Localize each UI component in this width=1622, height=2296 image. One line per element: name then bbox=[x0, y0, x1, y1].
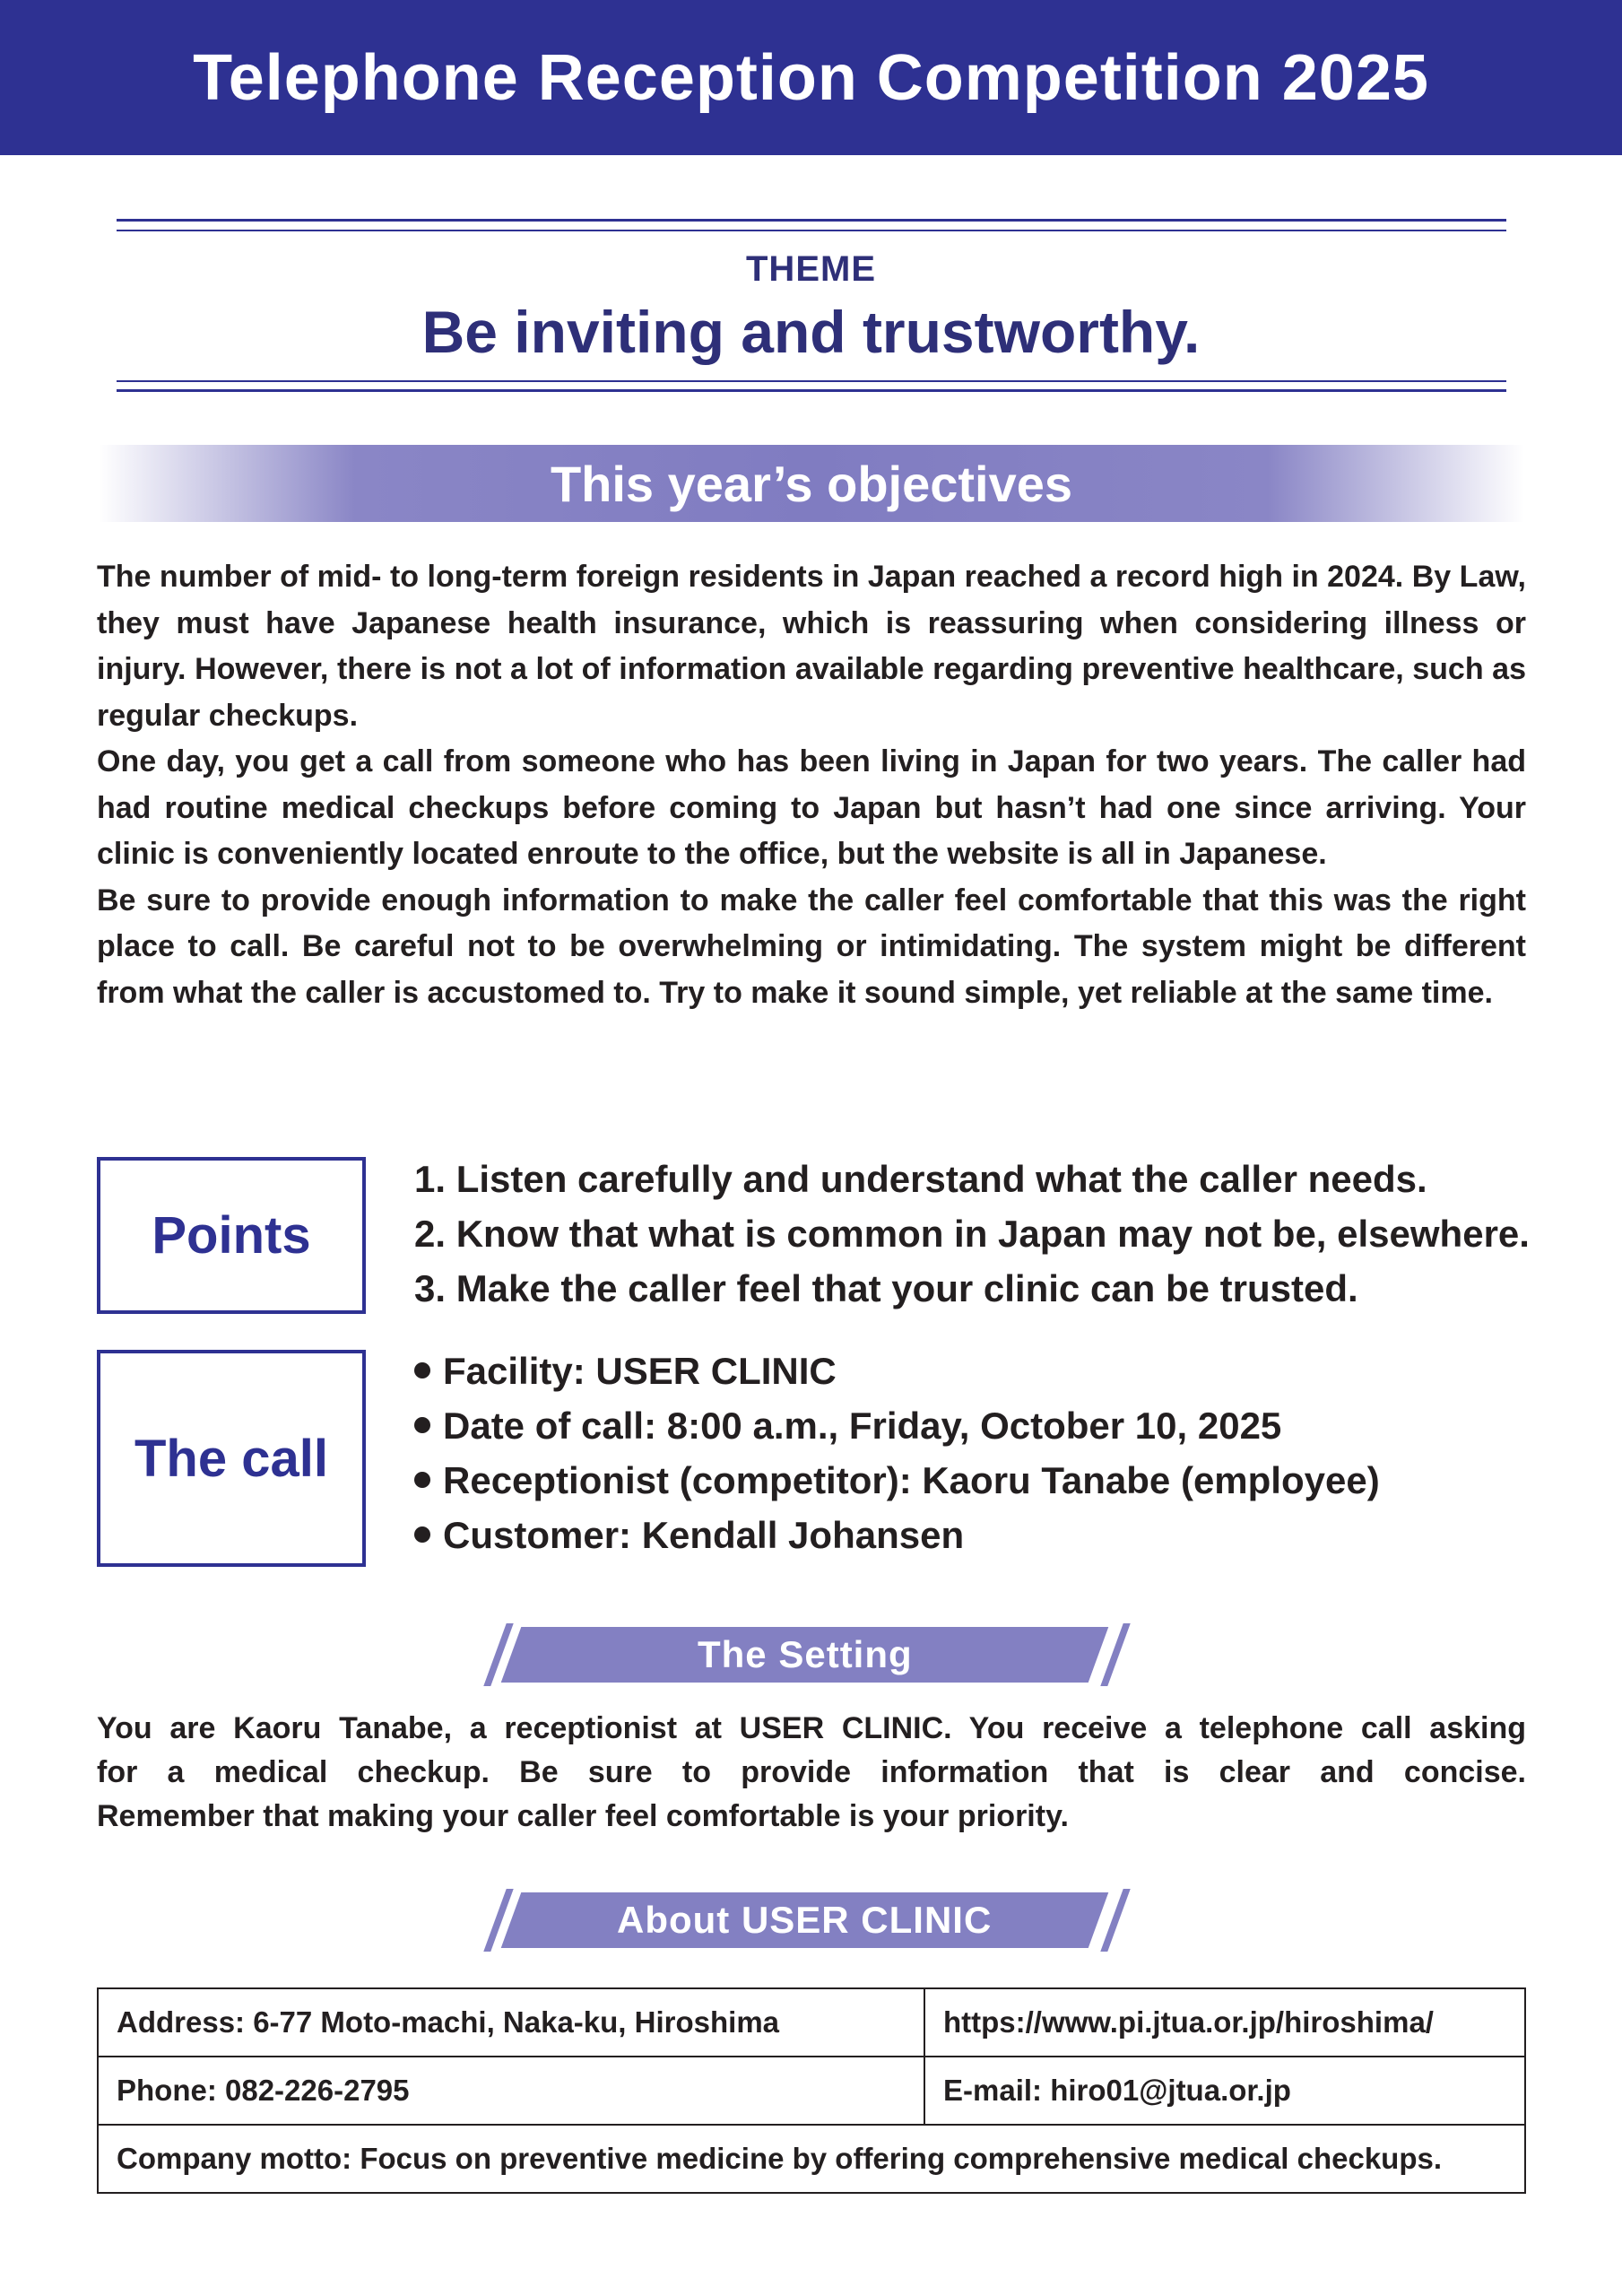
call-item bbox=[414, 1398, 1598, 1453]
call-item bbox=[414, 1344, 1598, 1398]
page-title: Telephone Reception Competition 2025 bbox=[193, 41, 1429, 114]
objectives-heading: This year’s objectives bbox=[550, 455, 1073, 512]
setting-line: for a medical checkup. Be sure to provide information that is clear and concise. bbox=[97, 1755, 1526, 1789]
about-heading-bar bbox=[501, 1892, 1109, 1948]
objectives-paragraph: The number of mid- to long-term foreign residents in Japan reached a record high in 2024. By Law, they must have Japanese health insurance, which is reassuring when considering illness or injury. However, there is not a lot of information available regarding preventive healthcare, such as regular checkups. bbox=[97, 560, 1526, 733]
table-row bbox=[98, 2057, 1525, 2125]
call-item bbox=[414, 1508, 1598, 1562]
theme-label: THEME bbox=[746, 249, 876, 289]
bullet-icon bbox=[414, 1472, 430, 1488]
call-label: The call bbox=[134, 1429, 328, 1488]
objectives-heading-band bbox=[99, 445, 1524, 522]
theme-top-rule-thin bbox=[117, 230, 1506, 231]
phone-cell: Phone: 082-226-2795 bbox=[98, 2057, 924, 2125]
setting-text bbox=[97, 1707, 1526, 1839]
about-heading: About USER CLINIC bbox=[617, 1899, 993, 1941]
call-item-text: Customer: Kendall Johansen bbox=[443, 1514, 965, 1556]
theme-text: Be inviting and trustworthy. bbox=[421, 299, 1201, 365]
objectives-paragraph: Be sure to provide enough information to make the caller feel comfortable that this was the right place to call. Be careful not to be overwhelming or intimidating. The system might be different from what the caller is accustomed to. Try to make it sound simple, yet reliable at the same time. bbox=[97, 883, 1526, 1010]
motto-cell: Company motto: Focus on preventive medicine by offering comprehensive medical checkups. bbox=[98, 2125, 1525, 2193]
setting-heading: The Setting bbox=[697, 1633, 913, 1675]
call-item-text: Facility: USER CLINIC bbox=[443, 1350, 837, 1392]
call-item-text: Receptionist (competitor): Kaoru Tanabe (employee) bbox=[443, 1459, 1380, 1501]
setting-line: Remember that making your caller feel comfortable is your priority. bbox=[97, 1799, 1069, 1833]
points-item: 2. Know that what is common in Japan may not be, elsewhere. bbox=[414, 1213, 1530, 1255]
website-cell[interactable]: https://www.pi.jtua.or.jp/hiroshima/ bbox=[924, 1988, 1525, 2057]
address-cell: Address: 6-77 Moto-machi, Naka-ku, Hiroshima bbox=[98, 1988, 924, 2057]
objectives-body bbox=[97, 554, 1526, 1016]
setting-line: You are Kaoru Tanabe, a receptionist at USER CLINIC. You receive a telephone call asking bbox=[97, 1711, 1526, 1745]
table-row bbox=[98, 2125, 1525, 2193]
call-details-list bbox=[414, 1344, 1598, 1562]
theme-bottom-rule-thin bbox=[117, 380, 1506, 382]
points-label-box bbox=[97, 1157, 366, 1314]
call-label-box bbox=[97, 1350, 366, 1567]
bullet-icon bbox=[414, 1362, 430, 1378]
theme-top-rule bbox=[117, 219, 1506, 222]
points-item: 1. Listen carefully and understand what the caller needs. bbox=[414, 1158, 1427, 1200]
call-item bbox=[414, 1453, 1598, 1508]
table-row bbox=[98, 1988, 1525, 2057]
bullet-icon bbox=[414, 1417, 430, 1433]
about-heading-banner bbox=[484, 1889, 1139, 1952]
points-item: 3. Make the caller feel that your clinic can be trusted. bbox=[414, 1267, 1358, 1309]
setting-heading-bar bbox=[501, 1627, 1109, 1683]
points-list bbox=[414, 1152, 1598, 1316]
call-item-text: Date of call: 8:00 a.m., Friday, October 10, 2025 bbox=[443, 1405, 1282, 1447]
objectives-paragraph: One day, you get a call from someone who has been living in Japan for two years. The caller had had routine medical checkups before coming to Japan but hasn’t had one since arriving. Your clinic is conveniently located enroute to the office, but the website is all in Japanese. bbox=[97, 744, 1526, 871]
bullet-icon bbox=[414, 1526, 430, 1543]
title-banner bbox=[0, 0, 1622, 155]
clinic-info-table bbox=[97, 1987, 1526, 2194]
theme-bottom-rule bbox=[117, 389, 1506, 392]
points-label: Points bbox=[152, 1206, 311, 1265]
setting-heading-banner bbox=[484, 1623, 1139, 1686]
email-cell[interactable]: E-mail: hiro01@jtua.or.jp bbox=[924, 2057, 1525, 2125]
